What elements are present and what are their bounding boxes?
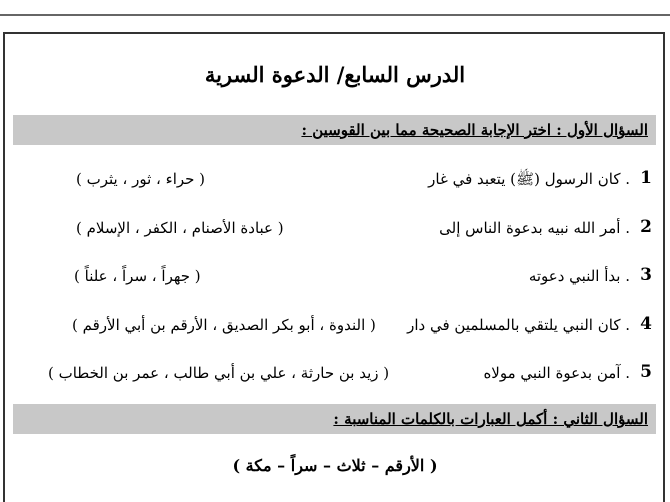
top-band <box>0 0 670 14</box>
question-stem: . بدأ النبي دعوته <box>528 267 630 285</box>
question-row <box>30 265 656 291</box>
question-stem: . أمر الله نبيه بدعوة الناس إلى <box>439 219 630 237</box>
word-bank: ( الأرقم – ثلاث – سراً – مكة ) <box>232 456 438 475</box>
question-options: ( الندوة ، أبو بكر الصديق ، الأرقم بن أبي الأرقم ) <box>72 316 376 334</box>
section2-heading: السؤال الثاني : أكمل العبارات بالكلمات المناسبة : <box>13 404 656 434</box>
question-number: 3 <box>640 265 652 285</box>
question-number: 4 <box>640 314 652 334</box>
question-options: ( حراء ، ثور ، يثرب ) <box>76 170 206 188</box>
section1-heading: السؤال الأول : اختر الإجابة الصحيحة مما بين القوسين : <box>13 115 656 145</box>
top-rule <box>0 14 670 16</box>
question-row <box>30 217 656 243</box>
question-number: 2 <box>640 217 652 237</box>
question-row <box>30 314 656 340</box>
question-row <box>30 362 656 388</box>
question-row <box>30 168 656 194</box>
question-stem: . كان الرسول (ﷺ) يتعبد في غار <box>428 170 630 188</box>
question-options: ( زيد بن حارثة ، علي بن أبي طالب ، عمر بن الخطاب ) <box>48 364 390 382</box>
question-options: ( جهراً ، سراً ، علناً ) <box>74 267 201 285</box>
question-number: 1 <box>640 168 652 188</box>
question-options: ( عبادة الأصنام ، الكفر ، الإسلام ) <box>76 219 284 237</box>
question-stem: . كان النبي يلتقي بالمسلمين في دار <box>407 316 630 334</box>
question-stem: . آمن بدعوة النبي مولاه <box>483 364 630 382</box>
question-number: 5 <box>640 362 652 382</box>
lesson-title: الدرس السابع/ الدعوة السرية <box>204 62 466 87</box>
